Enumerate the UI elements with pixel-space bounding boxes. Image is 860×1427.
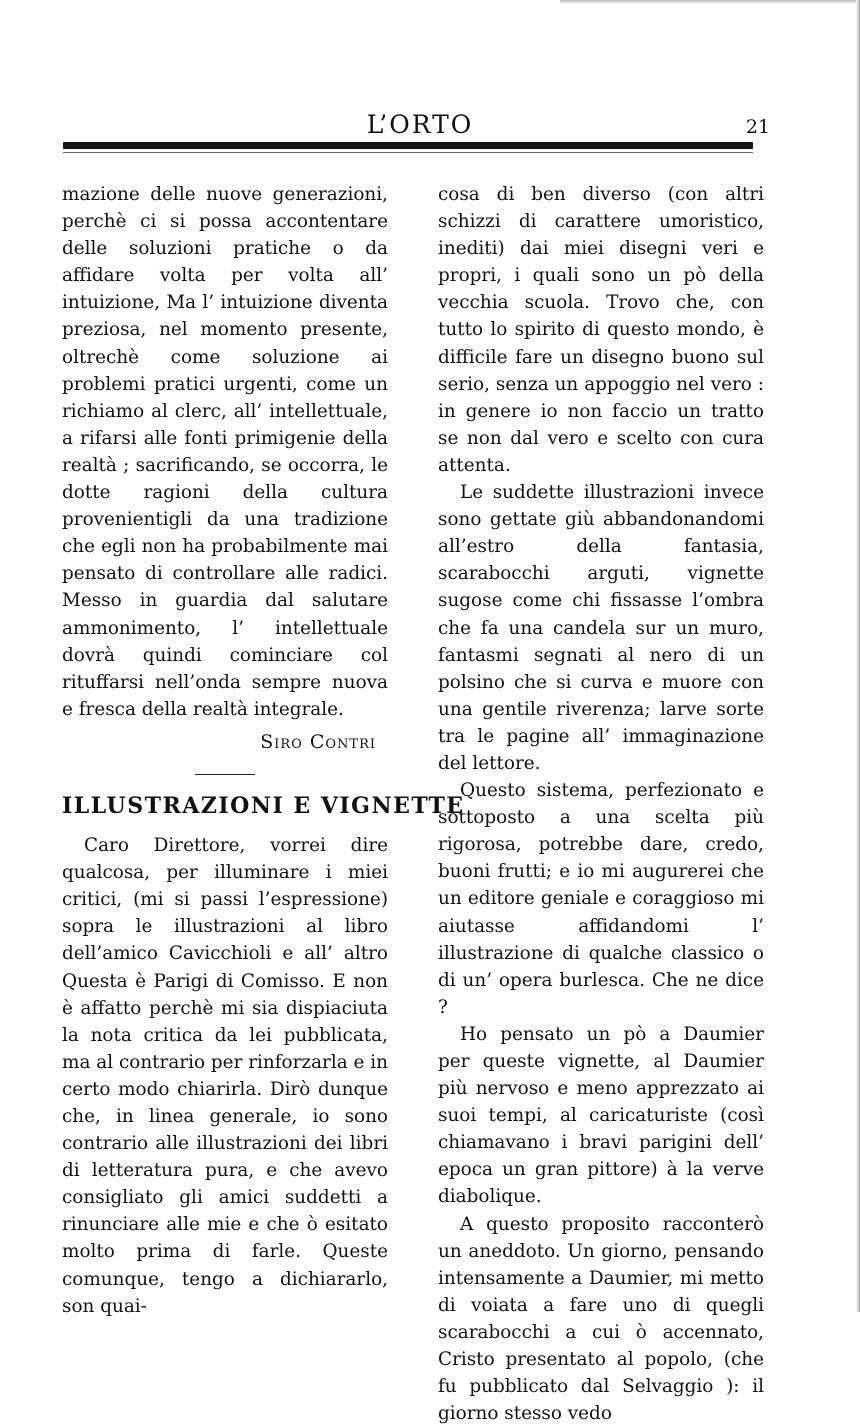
page-number: 21	[745, 116, 770, 138]
letter-paragraph: Caro Direttore, vorrei dire qualcosa, per illuminare i miei critici, (mi si passi l’espressione) sopra le illustrazioni al libro dell’amico Cavicchioli e all’ altro Questa è Parigi di Comisso. E non è affatto perchè mi sia dispiaciuta la nota critica da lei pubblicata, ma al contrario per rinforzarla e in certo modo chiarirla. Dirò dunque che, in linea generale, io sono contrario alle illustrazioni dei libri di letteratura pura, e che avevo consigliato gli amici suddetti a rinunciare alle mie e che ò esitato molto prima di farle. Queste comunque, tengo a dichiararlo, son quai-	[62, 835, 388, 1317]
section-divider	[195, 774, 255, 775]
letter-paragraph: cosa di ben diverso (con altri schizzi di carattere umoristico, inediti) dai miei disegni veri e propri, i quali sono un pò della vecchia scuola. Trovo che, con tutto lo spirito di questo mondo, è difficile fare un disegno buono sul serio, senza un appoggio nel vero : in genere io non faccio un tratto se non dal vero e scelto con cura attenta.	[438, 184, 764, 476]
letter-paragraph: Questo sistema, perfezionato e sottoposto a una scelta più rigorosa, potrebbe dare, credo, buoni frutti; e io mi augurerei che un editore geniale e coraggioso mi aiutasse affidandomi l’ illustrazione di qualche classico o di un’ opera burlesca. Che ne dice ?	[438, 780, 764, 1018]
scan-edge-right	[856, 0, 860, 1312]
letter-paragraph: Ho pensato un pò a Daumier per queste vignette, al Daumier più nervoso e meno apprezzato ai suoi tempi, al caricaturiste (così chiamavano i bravi parigini dell’ epoca un gran pittore) à la verve diabolique.	[438, 1023, 764, 1208]
right-column	[438, 181, 764, 1427]
header-rule-thin	[63, 152, 753, 153]
author-signature: Siro Contri	[260, 730, 376, 753]
running-title: L’ORTO	[366, 110, 474, 139]
section-title: ILLUSTRAZIONI E VIGNETTE	[62, 792, 465, 819]
letter-paragraph: Le suddette illustrazioni invece sono gettate giù abbandonandomi all’estro della fantasia, scarabocchi arguti, vignette sugose come chi fissasse l’ombra che fa una candela sur un muro, fantasmi segnati al nero di un polsino che si curva e muore con una gentile riverenza; larve sorte tra le pagine all’ immaginazione del lettore.	[438, 482, 764, 774]
header-rule	[63, 142, 753, 149]
left-column	[62, 181, 465, 1320]
essay-conclusion: mazione delle nuove generazioni, perchè ci si possa accontentare delle soluzioni pratiche o da affidare volta per volta all’ intuizione, Ma l’ intuizione diventa preziosa, nel momento presente, oltrechè come soluzione ai problemi pratici urgenti, come un richiamo al clerc, all’ intellettuale, a rifarsi alle fonti primigenie della realtà ; sacrificando, se occorra, le dotte ragioni della cultura provenientigli da una tradizione che egli non ha probabilmente mai pensato di controllare alle radici. Messo in guardia dal salutare ammonimento, l’ intellettuale dovrà quindi cominciare col rituffarsi nell’onda sempre nuova e fresca della realtà integrale.	[62, 184, 388, 720]
letter-paragraph: A questo proposito racconterò un aneddoto. Un giorno, pensando intensamente a Daumier, mi metto di voiata a fare uno di quegli scarabocchi a cui ò accennato, Cristo presentato al popolo, (che fu pubblicato dal Selvaggio ): il giorno stesso vedo	[438, 1213, 764, 1425]
scan-edge-top	[560, 0, 860, 4]
